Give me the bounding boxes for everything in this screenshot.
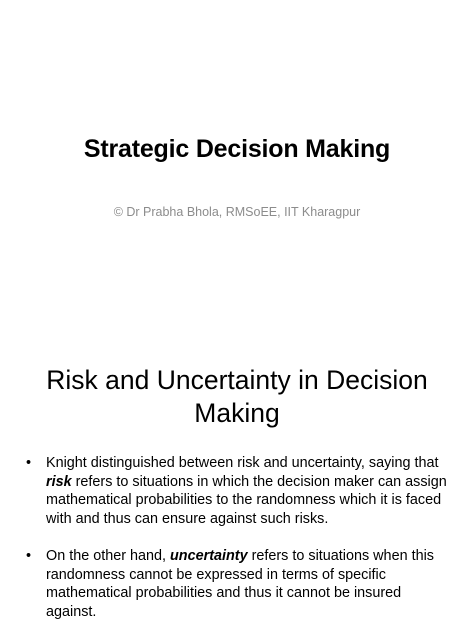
slide-heading xyxy=(20,364,454,430)
bullet-text-before: Knight distinguished between risk and uncertainty, saying that xyxy=(46,455,439,471)
bullet-keyword-risk: risk xyxy=(46,473,72,490)
bullet-marker-icon: • xyxy=(26,548,32,564)
bullet-text-after: refers to situations when this randomness cannot be expressed in terms of specific mathematical probabilities and thus it cannot be insured against. xyxy=(46,548,434,620)
bullet-list xyxy=(0,454,474,621)
slide-heading-line-2: Making xyxy=(194,398,280,428)
bullet-keyword-uncertainty: uncertainty xyxy=(170,548,248,564)
bullet-text-before: On the other hand, xyxy=(46,548,171,564)
bullet-text-after: refers to situations in which the decision maker can assign mathematical probabilities to the randomness which it is faced with and thus can ensure against such risks. xyxy=(46,473,447,527)
bullet-item-risk xyxy=(0,454,474,528)
slide-copyright-subtitle: © Dr Prabha Bhola, RMSoEE, IIT Kharagpur xyxy=(113,205,361,219)
slide-heading-line-1: Risk and Uncertainty in Decision xyxy=(46,365,428,395)
bullet-item-uncertainty xyxy=(0,547,474,621)
slide-title-heading: Strategic Decision Making xyxy=(83,135,391,163)
slide-risk-uncertainty xyxy=(0,330,474,632)
bullet-marker-icon: • xyxy=(26,455,32,471)
